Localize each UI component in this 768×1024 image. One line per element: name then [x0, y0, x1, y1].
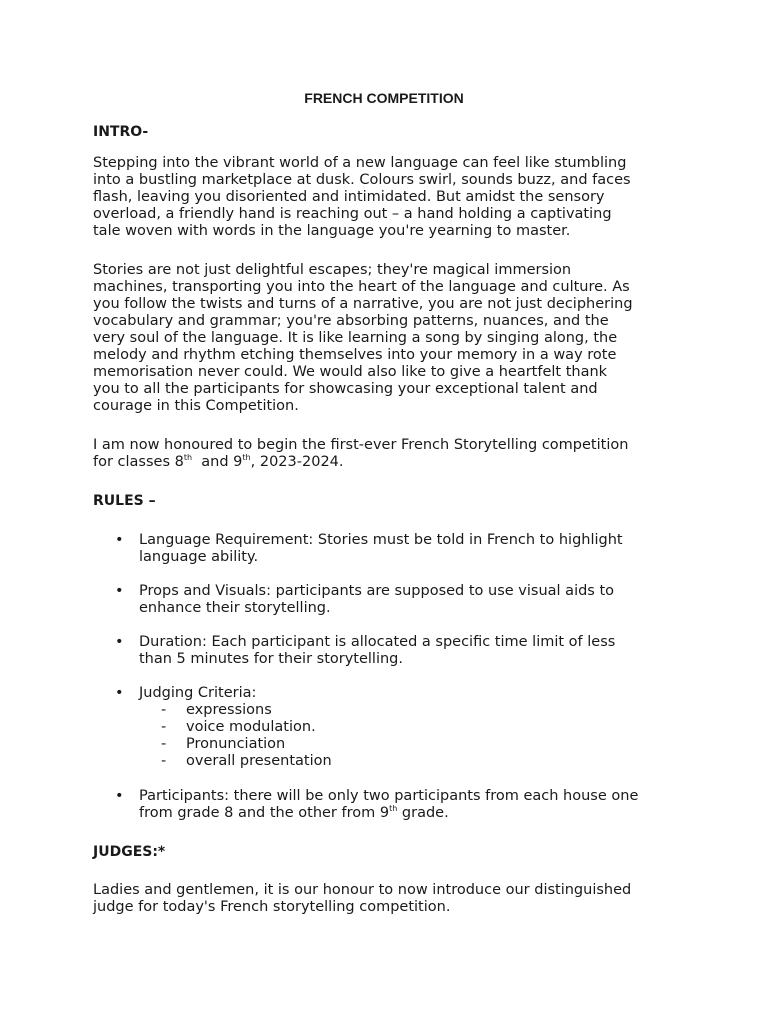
document-title: FRENCH COMPETITION — [304, 90, 464, 106]
rules-heading: RULES – — [93, 493, 156, 509]
criteria-label: Pronunciation — [186, 736, 286, 752]
rule-line: Language Requirement: Stories must be told in French to highlight — [139, 532, 623, 548]
paragraph-line: flash, leaving you disoriented and intimidated. But amidst the sensory — [93, 189, 605, 205]
intro-paragraph-3 — [93, 437, 693, 471]
bullet-icon: • — [115, 685, 124, 701]
intro-paragraph-1 — [93, 155, 693, 240]
intro-heading: INTRO- — [93, 124, 149, 140]
criteria-label: voice modulation. — [186, 719, 316, 735]
bullet-icon: • — [115, 532, 124, 548]
rule-item-judging — [93, 685, 693, 775]
criteria-label: overall presentation — [186, 753, 332, 769]
paragraph-line: judge for today's French storytelling competition. — [93, 899, 451, 915]
paragraph-line: overload, a friendly hand is reaching out – a hand holding a captivating — [93, 206, 612, 222]
dash-marker: - — [161, 702, 167, 718]
paragraph-line: memorisation never could. We would also like to give a heartfelt thank — [93, 364, 608, 380]
criteria-item — [161, 719, 316, 736]
criteria-item — [161, 753, 332, 770]
text-run: from grade 8 and the other from 9 — [139, 805, 390, 821]
paragraph-line: into a bustling marketplace at dusk. Colours swirl, sounds buzz, and faces — [93, 172, 631, 188]
dash-marker: - — [161, 753, 167, 769]
superscript: th — [389, 804, 398, 814]
paragraph-line: you follow the twists and turns of a narrative, you are not just deciphering — [93, 296, 633, 312]
dash-marker: - — [161, 719, 167, 735]
rule-line: Judging Criteria: — [139, 685, 257, 701]
criteria-item — [161, 736, 285, 753]
paragraph-line: Stepping into the vibrant world of a new language can feel like stumbling — [93, 155, 627, 171]
bullet-icon: • — [115, 583, 124, 599]
paragraph-line: very soul of the language. It is like learning a song by singing along, the — [93, 330, 618, 346]
rule-line: Props and Visuals: participants are supposed to use visual aids to — [139, 583, 615, 599]
bullet-icon: • — [115, 634, 124, 650]
rule-line: than 5 minutes for their storytelling. — [139, 651, 403, 667]
rule-line — [139, 805, 699, 822]
paragraph-line: courage in this Competition. — [93, 398, 299, 414]
intro-paragraph-2 — [93, 262, 693, 415]
rule-line: Participants: there will be only two participants from each house one — [139, 788, 639, 804]
text-run: , 2023-2024. — [250, 454, 344, 470]
paragraph-line: you to all the participants for showcasing your exceptional talent and — [93, 381, 598, 397]
rule-line: Duration: Each participant is allocated a specific time limit of less — [139, 634, 616, 650]
rule-line: language ability. — [139, 549, 259, 565]
text-run: grade. — [397, 805, 449, 821]
paragraph-line: Ladies and gentlemen, it is our honour to now introduce our distinguished — [93, 882, 632, 898]
paragraph-line: melody and rhythm etching themselves into your memory in a way rote — [93, 347, 617, 363]
judges-heading: JUDGES:* — [93, 844, 166, 860]
superscript: th — [183, 453, 193, 463]
judges-paragraph — [93, 882, 693, 916]
paragraph-line: tale woven with words in the language you're yearning to master. — [93, 223, 571, 239]
criteria-label: expressions — [186, 702, 272, 718]
criteria-item — [161, 702, 272, 719]
rule-line: enhance their storytelling. — [139, 600, 331, 616]
paragraph-line: machines, transporting you into the heart of the language and culture. As — [93, 279, 630, 295]
text-run: for classes 8 — [93, 454, 184, 470]
dash-marker: - — [161, 736, 167, 752]
bullet-icon: • — [115, 788, 124, 804]
paragraph-line: vocabulary and grammar; you're absorbing patterns, nuances, and the — [93, 313, 609, 329]
text-run: and 9 — [192, 454, 243, 470]
paragraph-line: I am now honoured to begin the first-ever French Storytelling competition — [93, 437, 629, 453]
superscript: th — [242, 453, 251, 463]
paragraph-line: Stories are not just delightful escapes; they're magical immersion — [93, 262, 572, 278]
paragraph-line — [93, 454, 693, 471]
